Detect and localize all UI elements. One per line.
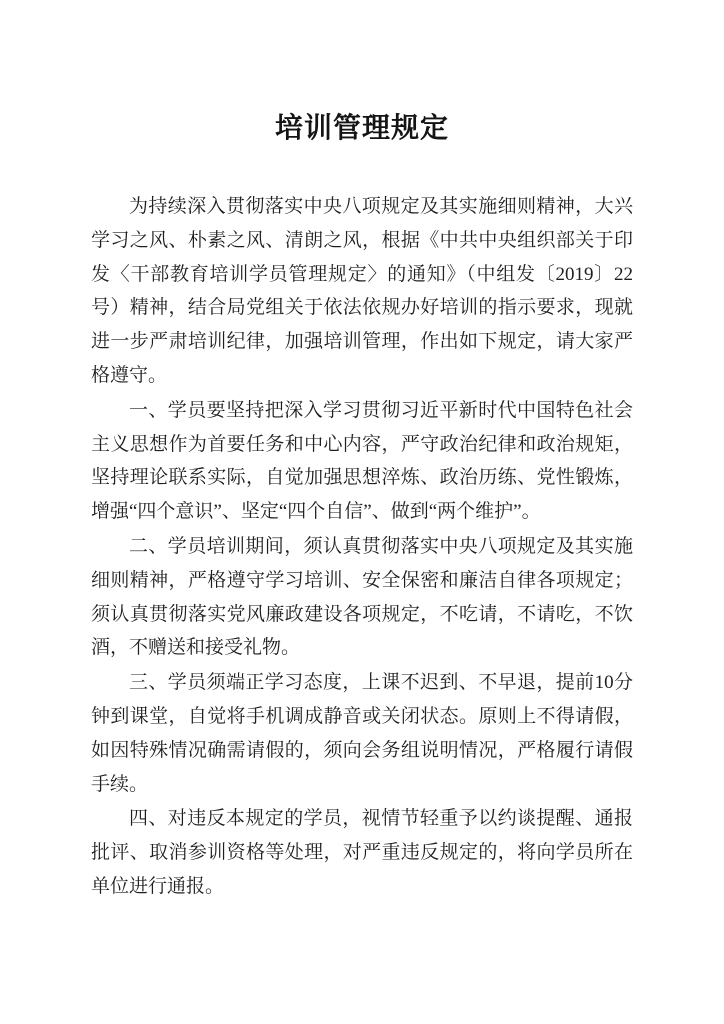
- document-title: 培训管理规定: [274, 113, 449, 144]
- paragraph-rule-4: 四、对违反本规定的学员，视情节轻重予以约谈提醒、通报批评、取消参训资格等处理，对严重违反规定的，将向学员所在单位进行通报。: [91, 808, 633, 897]
- paragraph-rule-1: 一、学员要坚持把深入学习贯彻习近平新时代中国特色社会主义思想作为首要任务和中心内容，严守政治纪律和政治规矩，坚持理论联系实际，自觉加强思想淬炼、政治历练、党性锻炼，增强“四个意识”、坚定“四个自信”、做到“两个维护”。: [91, 399, 633, 523]
- document-body: [91, 190, 633, 904]
- paragraph-rule-3: 三、学员须端正学习态度，上课不迟到、不早退，提前10分钟到课堂，自觉将手机调成静音或关闭状态。原则上不得请假，如因特殊情况确需请假的，须向会务组说明情况，严格履行请假手续。: [91, 672, 633, 795]
- paragraph-intro: 为持续深入贯彻落实中央八项规定及其实施细则精神，大兴学习之风、朴素之风、清朗之风，根据《中共中央组织部关于印发〈干部教育培训学员管理规定〉的通知》（中组发〔2019〕22号）精神，结合局党组关于依法依规办好培训的指示要求，现就进一步严肃培训纪律，加强培训管理，作出如下规定，请大家严格遵守。: [91, 196, 633, 386]
- paragraph-rule-2: 二、学员培训期间，须认真贯彻落实中央八项规定及其实施细则精神，严格遵守学习培训、安全保密和廉洁自律各项规定；须认真贯彻落实党风廉政建设各项规定，不吃请，不请吃，不饮酒，不赠送和接受礼物。: [91, 535, 633, 659]
